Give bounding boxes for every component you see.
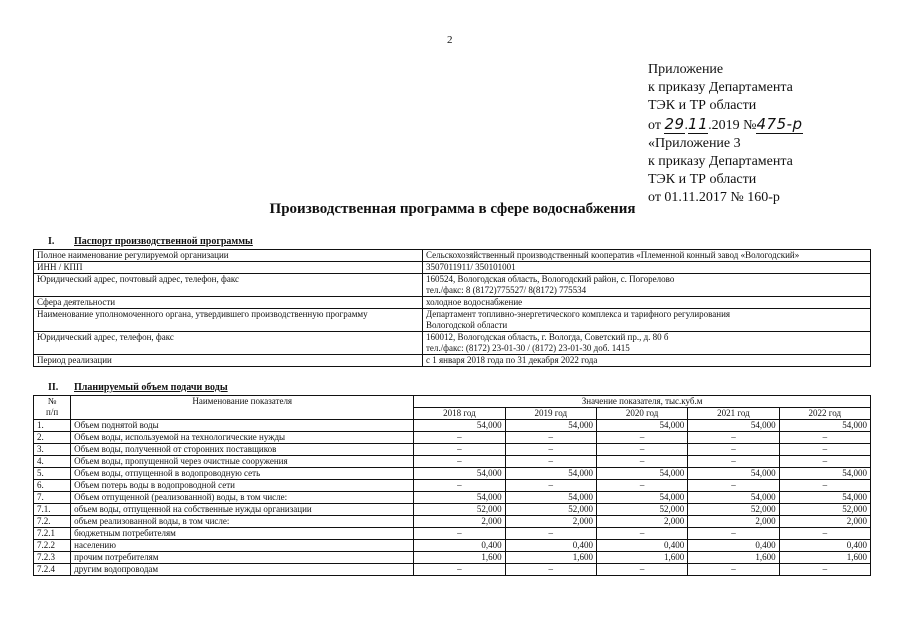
- row-value: –: [414, 456, 505, 468]
- page-number: 2: [447, 34, 453, 46]
- row-value: –: [779, 456, 870, 468]
- row-value: 54,000: [414, 420, 505, 432]
- row-value: –: [596, 456, 687, 468]
- volume-row: [34, 564, 871, 576]
- row-value: 54,000: [779, 420, 870, 432]
- row-number: 6.: [34, 480, 71, 492]
- row-value: 0,400: [414, 540, 505, 552]
- passport-row: [34, 309, 871, 332]
- row-number: 1.: [34, 420, 71, 432]
- passport-value: 160524, Вологодская область, Вологодский район, с. Погорелово тел./факс: 8 (8172)775527/ 8(8172) 775534: [423, 274, 871, 297]
- volume-row: [34, 468, 871, 480]
- row-value: 0,400: [596, 540, 687, 552]
- appendix-line: от 01.11.2017 № 160-р: [648, 190, 780, 205]
- appendix-line: ТЭК и ТР области: [648, 98, 757, 113]
- row-value: 1,600: [688, 552, 779, 564]
- passport-label: Период реализации: [34, 355, 423, 367]
- appendix-block: [648, 61, 803, 207]
- passport-label: Полное наименование регулируемой организации: [34, 250, 423, 262]
- row-value: 0,400: [779, 540, 870, 552]
- row-value: –: [414, 432, 505, 444]
- row-number: 3.: [34, 444, 71, 456]
- row-value: –: [688, 432, 779, 444]
- volume-row: [34, 480, 871, 492]
- row-name: Объем воды, отпущенной в водопроводную сеть: [71, 468, 414, 480]
- row-value: –: [505, 564, 596, 576]
- row-value: –: [596, 564, 687, 576]
- row-number: 7.2.: [34, 516, 71, 528]
- col-name-header: Наименование показателя: [71, 396, 414, 420]
- passport-label: Юридический адрес, почтовый адрес, телефон, факс: [34, 274, 423, 297]
- row-value: –: [414, 564, 505, 576]
- volume-row: [34, 420, 871, 432]
- passport-value: 160012, Вологодская область, г. Вологда, Советский пр., д. 80 б тел./факс: (8172) 23-01-30 / (8172) 23-01-30 доб. 1415: [423, 332, 871, 355]
- row-value: –: [779, 564, 870, 576]
- row-value: –: [596, 444, 687, 456]
- row-value: –: [505, 480, 596, 492]
- passport-label: Юридический адрес, телефон, факс: [34, 332, 423, 355]
- handwritten-month: 11: [688, 115, 709, 133]
- col-number-header: № п/п: [34, 396, 71, 420]
- passport-table: [33, 249, 871, 367]
- row-value: 52,000: [414, 504, 505, 516]
- volume-row: [34, 552, 871, 564]
- volume-row: [34, 456, 871, 468]
- passport-label: ИНН / КПП: [34, 262, 423, 274]
- year-header: 2020 год: [596, 408, 687, 420]
- passport-value: Сельскохозяйственный производственный кооператив «Племенной конный завод «Вологодский»: [423, 250, 871, 262]
- row-value: –: [688, 444, 779, 456]
- row-value: –: [505, 444, 596, 456]
- handwritten-order-number: 475-р: [756, 115, 803, 133]
- row-value: 54,000: [505, 420, 596, 432]
- appendix-date-line: от 29.11.2019 №475-р: [648, 115, 803, 133]
- row-name: объем реализованной воды, в том числе:: [71, 516, 414, 528]
- volume-row: [34, 528, 871, 540]
- row-value: –: [779, 444, 870, 456]
- passport-row: [34, 297, 871, 309]
- row-value: –: [505, 456, 596, 468]
- passport-row: [34, 262, 871, 274]
- row-name: прочим потребителям: [71, 552, 414, 564]
- row-value: 54,000: [688, 492, 779, 504]
- row-number: 7.2.1: [34, 528, 71, 540]
- col-value-header: Значение показателя, тыс.куб.м: [414, 396, 871, 408]
- row-number: 7.2.4: [34, 564, 71, 576]
- volume-row: [34, 492, 871, 504]
- row-value: 2,000: [688, 516, 779, 528]
- row-value: –: [779, 528, 870, 540]
- passport-row: [34, 274, 871, 297]
- row-value: –: [596, 528, 687, 540]
- row-value: –: [688, 456, 779, 468]
- volume-row: [34, 516, 871, 528]
- passport-label: Сфера деятельности: [34, 297, 423, 309]
- row-value: –: [779, 432, 870, 444]
- row-name: другим водопроводам: [71, 564, 414, 576]
- row-name: Объем поднятой воды: [71, 420, 414, 432]
- volume-row: [34, 540, 871, 552]
- row-name: Объем воды, используемой на технологические нужды: [71, 432, 414, 444]
- row-value: 52,000: [596, 504, 687, 516]
- appendix-line: ТЭК и ТР области: [648, 172, 757, 187]
- row-value: –: [596, 432, 687, 444]
- year-header: 2021 год: [688, 408, 779, 420]
- row-value: 52,000: [779, 504, 870, 516]
- row-value: 54,000: [505, 492, 596, 504]
- row-value: 54,000: [688, 468, 779, 480]
- row-value: –: [688, 480, 779, 492]
- row-name: бюджетным потребителям: [71, 528, 414, 540]
- row-value: 2,000: [414, 516, 505, 528]
- passport-row: [34, 355, 871, 367]
- row-value: 54,000: [688, 420, 779, 432]
- volume-row: [34, 444, 871, 456]
- row-value: 1,600: [505, 552, 596, 564]
- row-value: 54,000: [596, 492, 687, 504]
- passport-row: [34, 332, 871, 355]
- row-value: –: [505, 528, 596, 540]
- passport-value: с 1 января 2018 года по 31 декабря 2022 года: [423, 355, 871, 367]
- row-number: 7.: [34, 492, 71, 504]
- appendix-line: к приказу Департамента: [648, 80, 793, 95]
- volume-row: [34, 504, 871, 516]
- row-name: объем воды, отпущенной на собственные нужды организации: [71, 504, 414, 516]
- row-value: 1,600: [596, 552, 687, 564]
- passport-value: холодное водоснабжение: [423, 297, 871, 309]
- row-value: 54,000: [779, 492, 870, 504]
- row-value: 52,000: [688, 504, 779, 516]
- row-number: 7.2.3: [34, 552, 71, 564]
- year-header: 2022 год: [779, 408, 870, 420]
- row-number: 7.2.2: [34, 540, 71, 552]
- appendix-line: «Приложение 3: [648, 136, 741, 151]
- row-value: 0,400: [505, 540, 596, 552]
- row-value: 54,000: [505, 468, 596, 480]
- volume-row: [34, 432, 871, 444]
- row-value: –: [414, 528, 505, 540]
- row-value: –: [505, 432, 596, 444]
- row-value: –: [688, 564, 779, 576]
- row-value: 54,000: [414, 492, 505, 504]
- row-value: –: [414, 444, 505, 456]
- section2-heading: II. Планируемый объем подачи воды: [48, 382, 228, 393]
- row-value: 54,000: [779, 468, 870, 480]
- row-number: 7.1.: [34, 504, 71, 516]
- row-value: 1,600: [779, 552, 870, 564]
- volume-table: [33, 395, 871, 576]
- row-value: 1,600: [414, 552, 505, 564]
- document-title: Производственная программа в сфере водоснабжения: [269, 201, 636, 217]
- row-value: 52,000: [505, 504, 596, 516]
- appendix-line: Приложение: [648, 62, 724, 77]
- row-name: Объем потерь воды в водопроводной сети: [71, 480, 414, 492]
- row-name: Объем воды, пропущенной через очистные сооружения: [71, 456, 414, 468]
- row-value: 54,000: [596, 468, 687, 480]
- row-value: –: [596, 480, 687, 492]
- row-number: 2.: [34, 432, 71, 444]
- row-value: –: [779, 480, 870, 492]
- row-name: населению: [71, 540, 414, 552]
- row-value: 2,000: [505, 516, 596, 528]
- passport-value: 3507011911/ 350101001: [423, 262, 871, 274]
- row-value: –: [688, 528, 779, 540]
- passport-value: Департамент топливно-энергетического комплекса и тарифного регулирования Вологодской области: [423, 309, 871, 332]
- year-header: 2019 год: [505, 408, 596, 420]
- row-value: 0,400: [688, 540, 779, 552]
- row-value: –: [414, 480, 505, 492]
- row-value: 2,000: [596, 516, 687, 528]
- row-value: 54,000: [596, 420, 687, 432]
- row-number: 5.: [34, 468, 71, 480]
- handwritten-day: 29: [664, 115, 685, 133]
- row-number: 4.: [34, 456, 71, 468]
- appendix-line: к приказу Департамента: [648, 154, 793, 169]
- row-name: Объем воды, полученной от сторонних поставщиков: [71, 444, 414, 456]
- passport-row: [34, 250, 871, 262]
- passport-label: Наименование уполномоченного органа, утвердившего производственную программу: [34, 309, 423, 332]
- row-value: 2,000: [779, 516, 870, 528]
- row-value: 54,000: [414, 468, 505, 480]
- section1-heading: I. Паспорт производственной программы: [48, 236, 253, 247]
- row-name: Объем отпущенной (реализованной) воды, в том числе:: [71, 492, 414, 504]
- year-header: 2018 год: [414, 408, 505, 420]
